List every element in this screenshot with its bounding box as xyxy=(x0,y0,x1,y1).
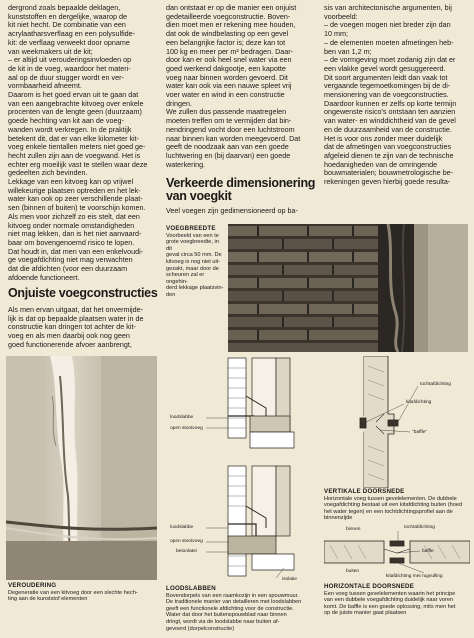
text-line: dien moet men er rekening mee houden, xyxy=(166,20,296,30)
label-buiten: buiten xyxy=(346,569,360,574)
caption-line: scheuren zal er ongehin- xyxy=(166,272,205,285)
caption-line: Een voeg tussen gevelelementen waarin het principe xyxy=(324,590,456,597)
text-line: dat de afmetingen van voegconstructies xyxy=(324,142,452,152)
text-line: We zullen dus passende maatregelen xyxy=(166,107,287,117)
section-heading-2 xyxy=(166,177,326,203)
text-line: gedeelten zich bevinden. xyxy=(8,168,88,178)
text-line: voorbeeld: xyxy=(324,11,358,21)
section-heading xyxy=(8,287,163,300)
text-line: constructie kan dringen tot achter de kit- xyxy=(8,322,136,332)
text-line: Daarom is het goed ervan uit te gaan dat xyxy=(8,90,139,100)
text-line: hecht zullen zijn aan de voegwand. Het is xyxy=(8,150,141,160)
caption-line: Water dat door het buitenspouwblad naar binnen xyxy=(166,612,287,619)
text-line: van weekmakers uit de kit; xyxy=(8,46,93,56)
wide-joint-photo xyxy=(228,224,468,352)
text-line: – er altijd uit verouderingsinvloeden op xyxy=(8,55,132,65)
text-line: gedetailleerde voegconstructie. Boven- xyxy=(166,11,291,21)
text-line: kitvoeg onder normale omstandigheden xyxy=(8,220,135,230)
col1-text-bottom xyxy=(8,306,158,350)
text-line: willekeurige plaatsen optreden en het lek- xyxy=(8,185,141,195)
caption-line: dringt, wordt via de loodslabbe naar buiten af- xyxy=(166,618,280,625)
text-line: water kan ook via een nauwe spleet vrij xyxy=(166,81,292,91)
caption-line: binnenzijde xyxy=(324,515,353,522)
text-line: Dat houdt in, dat men van een enkelvoudi- xyxy=(8,246,144,256)
text-line: procenten van de lengte geen (duurzaam) xyxy=(8,107,142,117)
text-line: kit niet hecht. De combinatie van een xyxy=(8,20,126,30)
text-line: een vlakke gevel wordt gesuggereerd. xyxy=(324,63,446,73)
caption-line: Horizontale voeg tussen gevelelementen. De dubbele xyxy=(324,495,457,502)
text-line: Veel voegen zijn gedimensioneerd op ba- xyxy=(166,206,298,215)
text-line: voeg naar binnen worden gevoerd. Dit xyxy=(166,72,288,82)
caption-title: LOODSLABBEN xyxy=(166,585,216,592)
lintel-detail-drawing xyxy=(166,356,308,584)
text-line: Dit soort argumenten leidt dan vaak tot xyxy=(324,72,448,82)
caption-line: gevoerd (dorpelconstructie) xyxy=(166,625,235,632)
caption-line: op de juiste manier gaat plaatsen xyxy=(324,610,407,617)
text-line: nendringend vocht door een luchtstroom xyxy=(166,124,295,134)
text-line: 100 kg en meer per m² bedragen. Daar- xyxy=(166,46,294,56)
caption-line: geeft een functionele afdichting voor de constructie. xyxy=(166,605,294,612)
text-line: hoedanigheden van de omringende xyxy=(324,159,438,169)
text-line: ge voegafdichting niet mag verwachten xyxy=(8,255,133,265)
caption-veroudering xyxy=(8,583,160,603)
text-line: Als men ervan uitgaat, dat het onvermijde- xyxy=(8,305,144,314)
text-line: dergrond zoals bepaalde deklagen, xyxy=(8,3,121,12)
text-line: naar binnen kan worden meegevoerd. Dat xyxy=(166,133,301,143)
text-line: dringen. xyxy=(166,98,192,108)
caption-line: derd lekkage plaatsvin- xyxy=(166,285,224,292)
text-line: betekent dit, dat er van elke kilometer kit- xyxy=(8,133,140,143)
caption-line: Bovendorpels van een raamkozijn in een spouwmuur. xyxy=(166,592,299,599)
text-line: voer water en wind in een constructie xyxy=(166,90,285,100)
text-line: rekeningen geven hierbij goede resulta- xyxy=(324,177,451,187)
label-tochtafdichting-2: tochtafdichting xyxy=(404,525,435,530)
text-line: aal op de duur stugger wordt en ver- xyxy=(8,72,124,82)
caption-line: Degeneratie van een kitvoeg door een slechte hech- xyxy=(8,589,138,596)
text-line: sen (binnen of buiten) te voorschijn komen. xyxy=(8,203,146,213)
text-line: luchtwering en (bij daarvan) een goede xyxy=(166,150,291,160)
caption-line: kitvoeg is nog niet uit- xyxy=(166,258,221,265)
text-line: kit: de verflaag verweekt door opname xyxy=(8,37,130,47)
text-line: – de vormgeving moet zodanig zijn dat er xyxy=(324,55,456,65)
text-line: acrylaatharsverflaag en een polysulfide- xyxy=(8,29,136,39)
label-tochtafdichting: tochtafdichting xyxy=(420,382,451,387)
text-line: goed werkend dakgootje, een kapotte xyxy=(166,63,286,73)
text-line: van water- en winddichtheid van de gevel xyxy=(324,116,456,126)
caption-vertikale-doorsnede xyxy=(324,489,470,522)
vertical-section-drawing xyxy=(324,356,470,488)
label-open-stootvoeg: open stootvoeg xyxy=(170,426,203,431)
caption-line: ting aan de kunststof elementen xyxy=(8,596,88,603)
text-line: dat die afdichten (voor een duurzaam xyxy=(8,264,128,274)
caption-line: gezakt, maar door de xyxy=(166,265,219,272)
label-isolatie: isolatie xyxy=(282,577,297,582)
caption-line: De traditionele manier van detailleren met loodslabben xyxy=(166,599,302,606)
text-line: Als men voor zichzelf zo eis stelt, dat een xyxy=(8,211,140,221)
text-line: ben van 1,2 m; xyxy=(324,46,372,56)
vertical-section-svg xyxy=(324,356,470,488)
caption-line: voegafdichting bestaat uit een kitafdichting buiten (hoed xyxy=(324,502,463,509)
text-line: bouwmaterialen; bouwmetrologische be- xyxy=(324,168,454,178)
brick-wall-image xyxy=(228,224,468,352)
label-loodslabbe: loodslabbe xyxy=(170,415,194,420)
text-line: de kit in de voeg, waardoor het materi- xyxy=(8,63,131,73)
col2-text-top xyxy=(166,4,316,169)
text-line: – de voegen mogen niet breder zijn dan xyxy=(324,20,451,30)
text-line: moeten treffen om te vermijden dat bin- xyxy=(166,116,292,126)
text-line: 10 mm; xyxy=(324,29,348,39)
text-line: water kan ook op zeer verschillende plaat- xyxy=(8,194,143,204)
text-line: baar om bovengenoemd risico te lopen. xyxy=(8,237,135,247)
caption-line: het water tegen) en een tochtdichtingsprofiel aan de xyxy=(324,508,453,515)
text-line: niet mag lekken, dan is het niet aanvaard- xyxy=(8,229,142,239)
horizontal-section-drawing xyxy=(324,523,470,581)
caption-line: geval circa 50 mm. De xyxy=(166,252,222,259)
caption-voegbreedte xyxy=(166,226,226,299)
text-line: wanden wordt verkregen. In de praktijk xyxy=(8,124,132,134)
text-line: echter erg moeilijk vast te stellen waar deze xyxy=(8,159,148,169)
text-line: voeg en als men daarbij ook nog geen xyxy=(8,331,130,341)
text-line: dan ontstaat er op die manier een onjuist xyxy=(166,3,297,12)
text-line: mensionering van de voegconstructies. xyxy=(324,90,449,100)
text-line: afdoende functioneert. xyxy=(8,272,80,282)
text-line: goede hechting van kit aan de voeg- xyxy=(8,116,124,126)
text-line: van een aangebrachte kitvoeg over enkele xyxy=(8,98,144,108)
caption-title: HORIZONTALE DOORSNEDE xyxy=(324,583,415,590)
text-line: dat ook de windbelasting op een gevel xyxy=(166,29,289,39)
text-line: lijk is dat op bepaalde plaatsen water in de xyxy=(8,313,144,323)
text-line: ongewenste risico's ontstaan ten aanzien xyxy=(324,107,456,117)
text-line: Daardoor kunnen er zelfs op korte termijn xyxy=(324,98,457,108)
text-line: Lekkage van een kitvoeg kan op vrijwel xyxy=(8,177,134,187)
text-line: afgeleid dienen te zijn van de technische xyxy=(324,150,454,160)
sealant-aging-photo xyxy=(6,356,157,580)
text-line: geeft de noodzaak aan van een goede xyxy=(166,142,289,152)
text-line: en de duurzaamheid van de constructie. xyxy=(324,124,452,134)
caption-title: VEROUDERING xyxy=(8,582,57,589)
col2-intro xyxy=(166,207,466,216)
heading-line: van voegkit xyxy=(166,189,232,203)
label-kit-met-rugvulling: kitafdichting met rugvulling xyxy=(386,574,443,579)
col1-text-top xyxy=(8,4,158,283)
caption-loodslabben xyxy=(166,586,311,632)
label-open-stootvoeg-2: open stootvoeg xyxy=(170,539,203,544)
label-binnen: binnen xyxy=(346,527,361,532)
caption-title: VOEGBREEDTE xyxy=(166,225,216,232)
caption-line: van een dubbele voegafdichting duidelijk naar voren xyxy=(324,597,454,604)
heading-text: Onjuiste voegconstructies xyxy=(8,286,158,300)
text-line: vergaande tegemoetkomingen bij de di- xyxy=(324,81,451,91)
sealant-aging-image xyxy=(6,356,157,580)
heading-line: Verkeerde dimensionering xyxy=(166,176,316,190)
label-betonlatei: betonlatei xyxy=(176,549,197,554)
label-baffle: "baffle" xyxy=(412,430,428,435)
text-line: door kan er ook heel snel water via een xyxy=(166,55,292,65)
text-line: Het is voor ons zonder meer duidelijk xyxy=(324,133,443,143)
caption-line: grote voegbreedte, in dit xyxy=(166,239,219,252)
caption-title: VERTIKALE DOORSNEDE xyxy=(324,488,405,495)
caption-horizontale-doorsnede xyxy=(324,584,470,617)
label-baffle-plain: baffle xyxy=(422,549,434,554)
text-line: waterkering. xyxy=(166,159,206,169)
text-line: kunststoffen en dergelijke, waarop de xyxy=(8,11,127,21)
text-line: voeg enkele tientallen meters niet goed ge- xyxy=(8,142,146,152)
label-loodslabbe-2: loodslabbe xyxy=(170,525,194,530)
text-line: goed functionerende afvoer aanbrengt, xyxy=(8,339,132,349)
col3-text-top xyxy=(324,4,468,187)
caption-line: komt. De baffle is een goede oplossing, mits men het xyxy=(324,603,456,610)
text-line: vormbaarheid afneemt. xyxy=(8,81,82,91)
label-kitafdichting: kitafdichting xyxy=(406,400,432,405)
text-line: – de elementen moeten afmetingen heb- xyxy=(324,37,454,47)
caption-line: Voorbeeld van een te xyxy=(166,232,219,239)
text-line: een belangrijke factor is; deze kan tot xyxy=(166,37,286,47)
text-line: sis van architectonische argumenten, bij xyxy=(324,3,452,12)
caption-line: den xyxy=(166,291,176,298)
